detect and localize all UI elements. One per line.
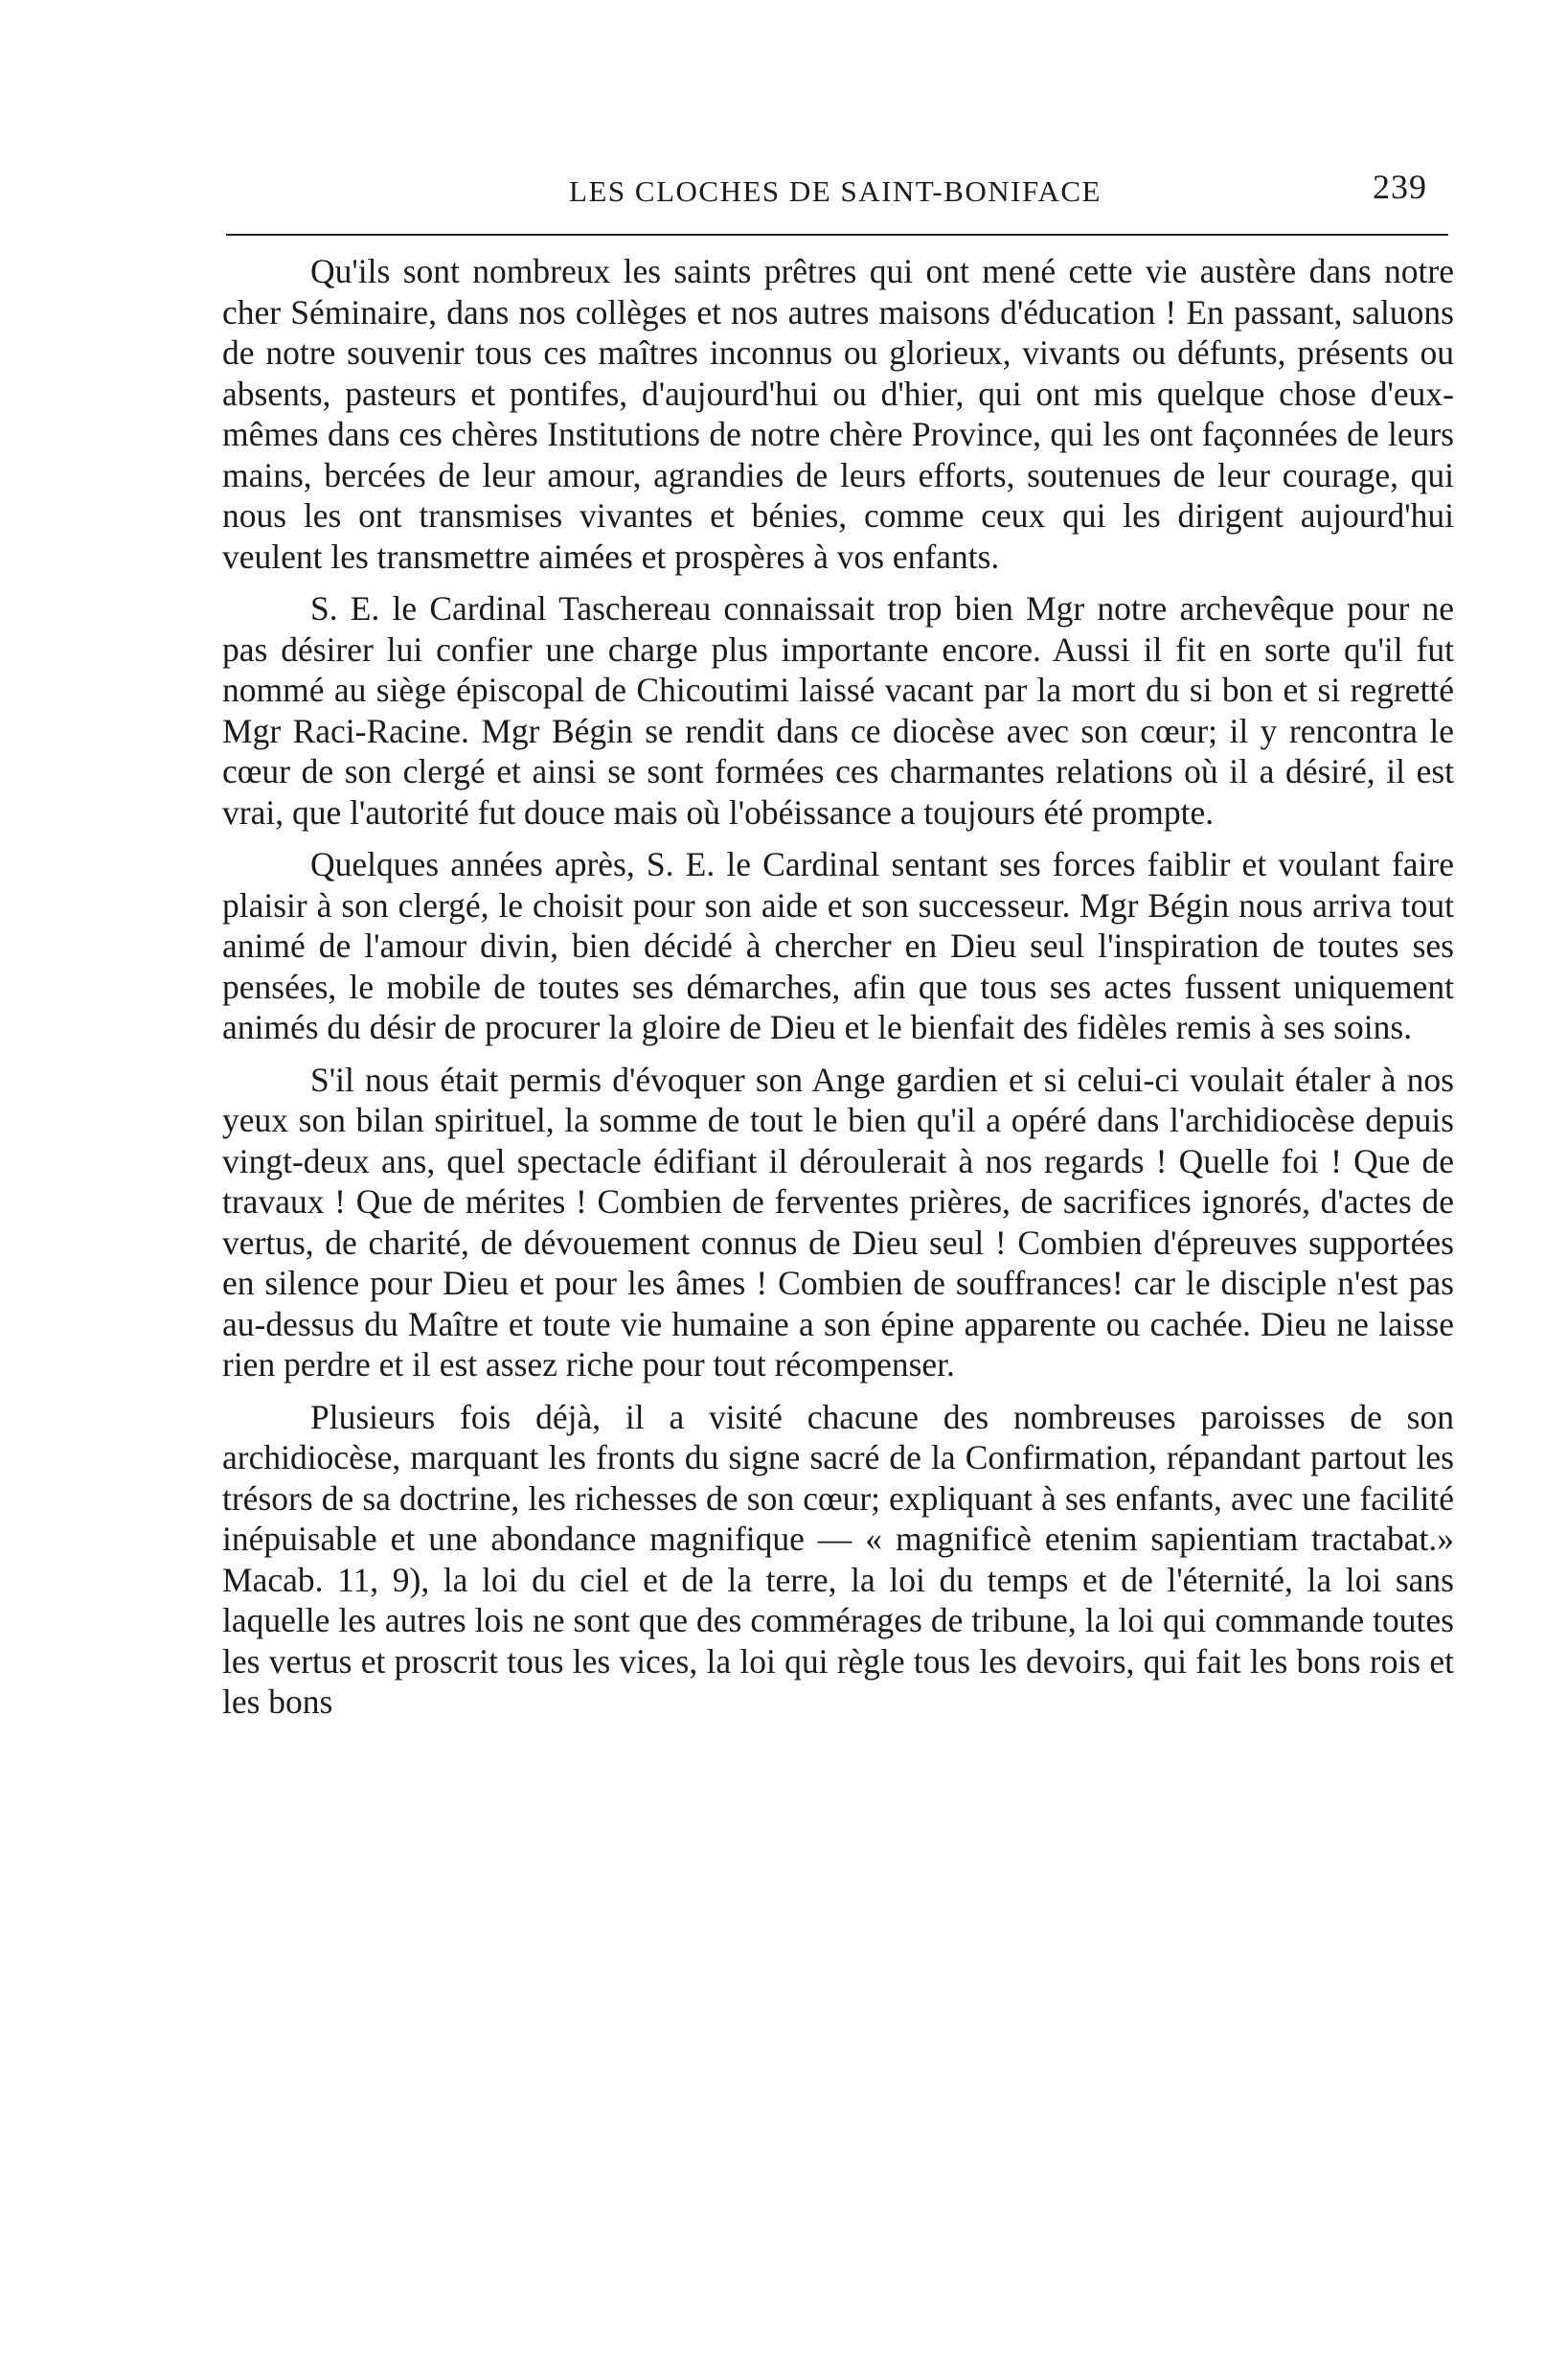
header-rule: [226, 234, 1448, 236]
running-title: LES CLOCHES DE SAINT-BONIFACE: [569, 174, 1102, 208]
paragraph: Plusieurs fois déjà, il a visité chacune des nombreuses paroisses de son archidiocèse, marquant les fronts du signe sacré de la Confirmation, répandant partout les trésors de sa doctrine, les richesses de son cœur; expliquant à ses enfants, avec une facilité inépuisable et une abondance magnifique — « magnificè etenim sapientiam tractabat.» Macab. 11, 9), la loi du ciel et de la terre, la loi du temps et de l'éternité, la loi sans laquelle les autres lois ne sont que des commérages de tribune, la loi qui commande toutes les vertus et proscrit tous les vices, la loi qui règle tous les devoirs, qui fait les bons rois et les bons: [222, 1397, 1454, 1721]
running-head: [222, 161, 1448, 209]
paragraph: Quelques années après, S. E. le Cardinal sentant ses forces faiblir et voulant faire plaisir à son clergé, le choisit pour son aide et son successeur. Mgr Bégin nous arriva tout animé de l'amour divin, bien décidé à chercher en Dieu seul l'inspiration de toutes ses pensées, le mobile de toutes ses démarches, afin que tous ses actes fussent uniquement animés du désir de procurer la gloire de Dieu et le bienfait des fidèles remis à ses soins.: [222, 845, 1454, 1046]
paragraph: Qu'ils sont nombreux les saints prêtres qui ont mené cette vie austère dans notre cher Séminaire, dans nos collèges et nos autres maisons d'éducation ! En passant, saluons de notre souvenir tous ces maîtres inconnus ou glorieux, vivants ou défunts, présents ou absents, pasteurs et pontifes, d'aujourd'hui ou d'hier, qui ont mis quelque chose d'eux-mêmes dans ces chères Institutions de notre chère Province, qui les ont façonnées de leurs mains, bercées de leur amour, agrandies de leurs efforts, soutenues de leur courage, qui nous les ont transmises vivantes et bénies, comme ceux qui les dirigent aujourd'hui veulent les transmettre aimées et prospères à vos enfants.: [222, 252, 1454, 576]
page-number: 239: [1373, 168, 1427, 206]
body-text: [222, 251, 1454, 1723]
paragraph: S. E. le Cardinal Taschereau connaissait trop bien Mgr notre archevêque pour ne pas désirer lui confier une charge plus importante encore. Aussi il fit en sorte qu'il fut nommé au siège épiscopal de Chicoutimi laissé vacant par la mort du si bon et si regretté Mgr Raci-Racine. Mgr Bégin se rendit dans ce diocèse avec son cœur; il y rencontra le cœur de son clergé et ainsi se sont formées ces charmantes relations où il a désiré, il est vrai, que l'autorité fut douce mais où l'obéissance a toujours été prompte.: [222, 589, 1454, 832]
paragraph: S'il nous était permis d'évoquer son Ange gardien et si celui-ci voulait étaler à nos yeux son bilan spirituel, la somme de tout le bien qu'il a opéré dans l'archidiocèse depuis vingt-deux ans, quel spectacle édifiant il déroulerait à nos regards ! Quelle foi ! Que de travaux ! Que de mérites ! Combien de ferventes prières, de sacrifices ignorés, d'actes de vertus, de charité, de dévouement connus de Dieu seul ! Combien d'épreuves supportées en silence pour Dieu et pour les âmes ! Combien de souffrances! car le disciple n'est pas au-dessus du Maître et toute vie humaine a son épine apparente ou cachée. Dieu ne laisse rien perdre et il est assez riche pour tout récompenser.: [222, 1060, 1454, 1384]
